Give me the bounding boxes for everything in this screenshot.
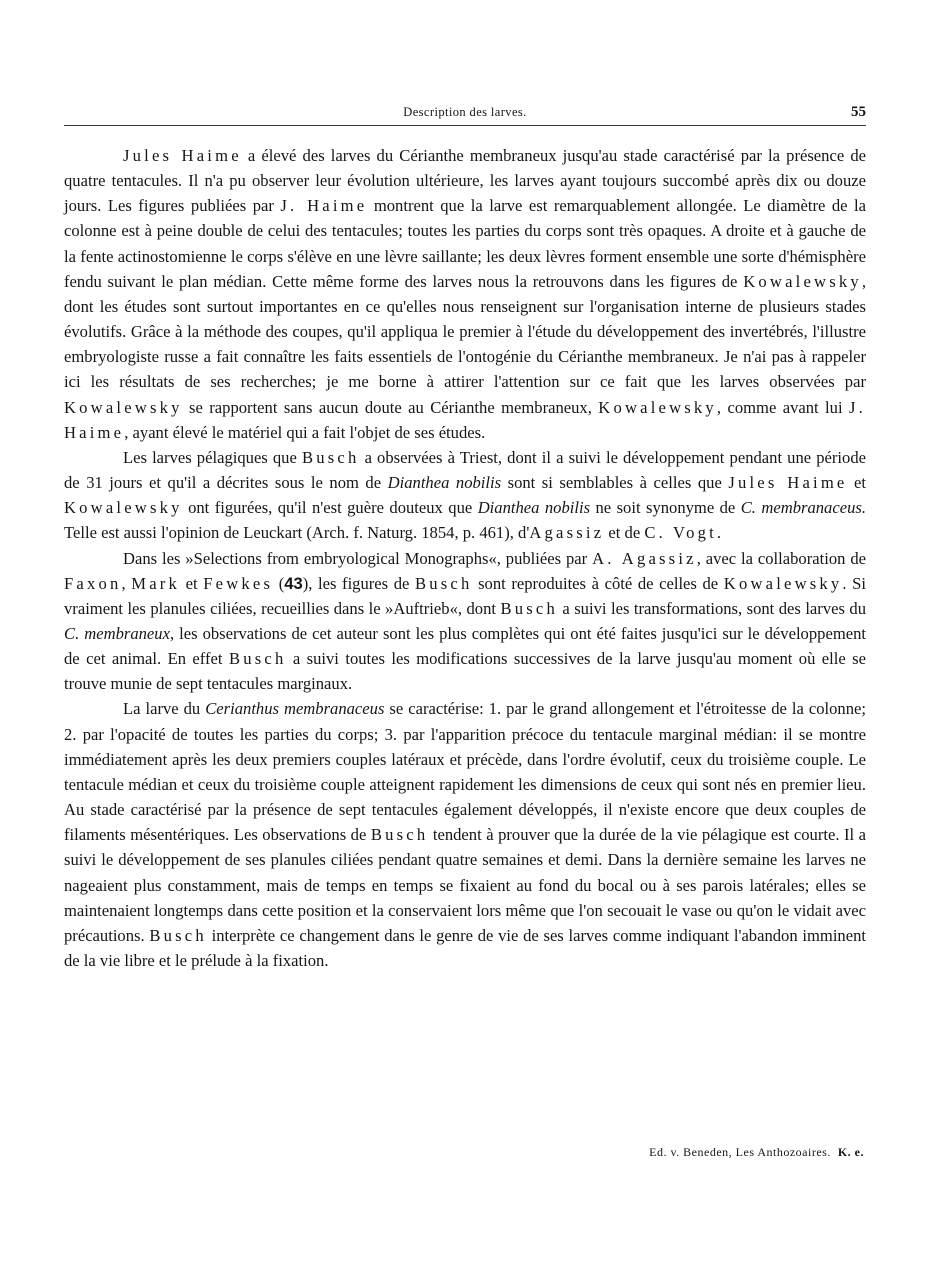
author-name: J. Haime: [280, 196, 368, 216]
text-run: a observées à Triest, dont il a suivi le développement pendant une période de 31 jours et qu'il a décrites sous le nom de: [64, 447, 867, 493]
footer-signature: [649, 1145, 864, 1160]
text-run: Les larves pélagiques que: [123, 447, 302, 467]
text-run: , les observations de cet auteur sont les plus complètes qui ont été faites jusqu'ici sur le développement de cet animal. En effet: [64, 623, 866, 669]
footer-title: , Les Anthozoaires.: [728, 1145, 831, 1159]
text-run: , dont les études sont surtout importantes en ce qu'elles nous renseignent sur l'organisation interne de plusieurs stades évolutifs. Grâce à la méthode des coupes, qu'il appliqua le premier à l'étude du développement des invertébrés, l'illustre embryologiste russe a fait connaître les faits essentiels de l'ontogénie du Cérianthe membraneux. Je n'ai pas à rappeler ici les résultats de ses recherches; je me borne à attirer l'attention sur ce fait que les larves observées par: [64, 271, 866, 392]
taxon-name: C. membranaceus.: [740, 498, 866, 518]
text-run: et: [847, 473, 867, 493]
author-name: J. Haime: [64, 397, 866, 442]
author-name: Busch: [301, 447, 360, 467]
text-run: , ayant élevé le matériel qui a fait l'objet de ses études.: [124, 422, 486, 442]
text-run: La larve du: [123, 699, 206, 719]
author-name: Jules Haime: [123, 146, 242, 165]
author-name: Kowalewsky: [743, 271, 862, 291]
page-number: 55: [851, 104, 866, 120]
text-run: et: [180, 573, 204, 593]
text-run: se caractérise: 1. par le grand allongement et l'étroitesse de la colonne; 2. par l'opacité de toutes les parties du corps; 3. par l'apparition précoce du tentacule marginal médian: il se montre immédiatement après les deux premiers couples latéraux et précède, dans l'ordre évolutif, ceux du troisième couple. Le tentacule médian et ceux du troisième couple atteignent rapidement les dimensions de ceux qui sont nés en premier lieu. Au stade caractérisé par la présence de sept tentacules également développés, il n'existe encore que deux couples de filaments mésentériques. Les observations de: [64, 699, 866, 845]
author-name: A. Agassiz: [592, 548, 697, 568]
text-run: sont si semblables à celles que: [501, 473, 729, 493]
taxon-name: Dianthea nobilis: [477, 498, 591, 518]
running-title: Description des larves.: [403, 105, 527, 119]
paragraph: [64, 546, 866, 697]
paragraph: [64, 143, 866, 445]
text-run: ,: [121, 573, 132, 593]
author-name: Busch: [228, 649, 287, 669]
text-run: montrent que la larve est remarquablement allongée. Le diamètre de la colonne est à peine double de celui des tentacules; toutes les parties du corps sont très opaques. A droite et à gauche de la fente actinostomienne le corps s'élève en une lèvre saillante; les deux lèvres forment ensemble une sorte d'hémisphère fendu suivant le plan médian. Cette même forme des larves nous la retrouvons dans les figures de: [64, 196, 866, 291]
author-name: Busch: [149, 925, 207, 945]
text-run: . Si vraiment les planules ciliées, recueillies dans le »Auftrieb«, dont: [64, 573, 867, 618]
author-name: Busch: [500, 598, 558, 618]
text-run: .: [716, 523, 722, 543]
author-name: Kowalewsky: [64, 397, 183, 417]
footer-author: Ed. v. Beneden: [649, 1145, 729, 1159]
author-name: Agassiz: [529, 523, 605, 543]
author-name: C. Vogt: [644, 523, 717, 543]
signature-mark: K. e.: [837, 1145, 864, 1159]
author-name: Kowalewsky: [598, 397, 717, 417]
text-run: interprète ce changement dans le genre de vie de ses larves comme indiquant l'abandon imminent de la vie libre et le prélude à la fixation.: [64, 925, 866, 970]
text-run: sont reproduites à côté de celles de: [472, 573, 724, 593]
body-text: [64, 143, 866, 973]
taxon-name: C. membraneux: [64, 623, 170, 643]
author-name: Busch: [370, 825, 429, 845]
author-name: Jules Haime: [728, 473, 848, 493]
text-run: , avec la collaboration de: [696, 548, 866, 568]
text-run: a suivi les transformations, sont des larves du: [557, 598, 867, 618]
text-run: a suivi toutes les modifications successives de la larve jusqu'au moment où elle se trouve munie de sept tentacules marginaux.: [64, 649, 866, 694]
text-run: et de: [604, 523, 645, 543]
reference-number: 43: [284, 573, 303, 593]
author-name: Fewkes: [203, 573, 274, 593]
author-name: Faxon: [64, 573, 122, 593]
text-run: a élevé des larves du Cérianthe membraneux jusqu'au stade caractérisé par la présence de quatre tentacules. Il n'a pu observer leur évolution ultérieure, les larves ayant toujours succombé après dix ou douze jours. Les figures publiées par: [64, 146, 866, 216]
text-run: tendent à prouver que la durée de la vie pélagique est courte. Il a suivi le développement de ses planules ciliées pendant quatre semaines et demi. Dans la dernière semaine les larves ne nageaient plus constamment, mais de temps en temps se fixaient au fond du bocal ou à ses parois latérales; elles se maintenaient longtemps dans cette position et la conservaient lors même que l'on secouait le vase ou qu'on le vidait avec précautions.: [64, 825, 866, 945]
text-run: ont figurées, qu'il n'est guère douteux que: [182, 498, 478, 518]
page-header: [64, 104, 866, 126]
text-run: Telle est aussi l'opinion de Leuckart (Arch. f. Naturg. 1854, p. 461), d': [64, 523, 530, 543]
text-run: se rapportent sans aucun doute au Cérianthe membraneux,: [182, 397, 599, 417]
author-name: Kowalewsky: [723, 573, 843, 593]
paragraph: [64, 445, 866, 546]
author-name: Busch: [415, 573, 473, 593]
text-run: , comme avant lui: [716, 397, 849, 417]
paragraph: [64, 696, 866, 973]
text-run: ne soit synonyme de: [590, 498, 741, 518]
author-name: Kowalewsky: [64, 498, 183, 518]
text-run: Dans les »Selections from embryological Monographs«, publiées par: [123, 548, 593, 568]
taxon-name: Cerianthus membranaceus: [205, 699, 385, 719]
text-run: (: [273, 573, 285, 593]
header-rule: [64, 125, 866, 126]
author-name: Mark: [131, 573, 180, 593]
text-run: ), les figures de: [302, 573, 415, 593]
taxon-name: Dianthea nobilis: [387, 473, 502, 493]
